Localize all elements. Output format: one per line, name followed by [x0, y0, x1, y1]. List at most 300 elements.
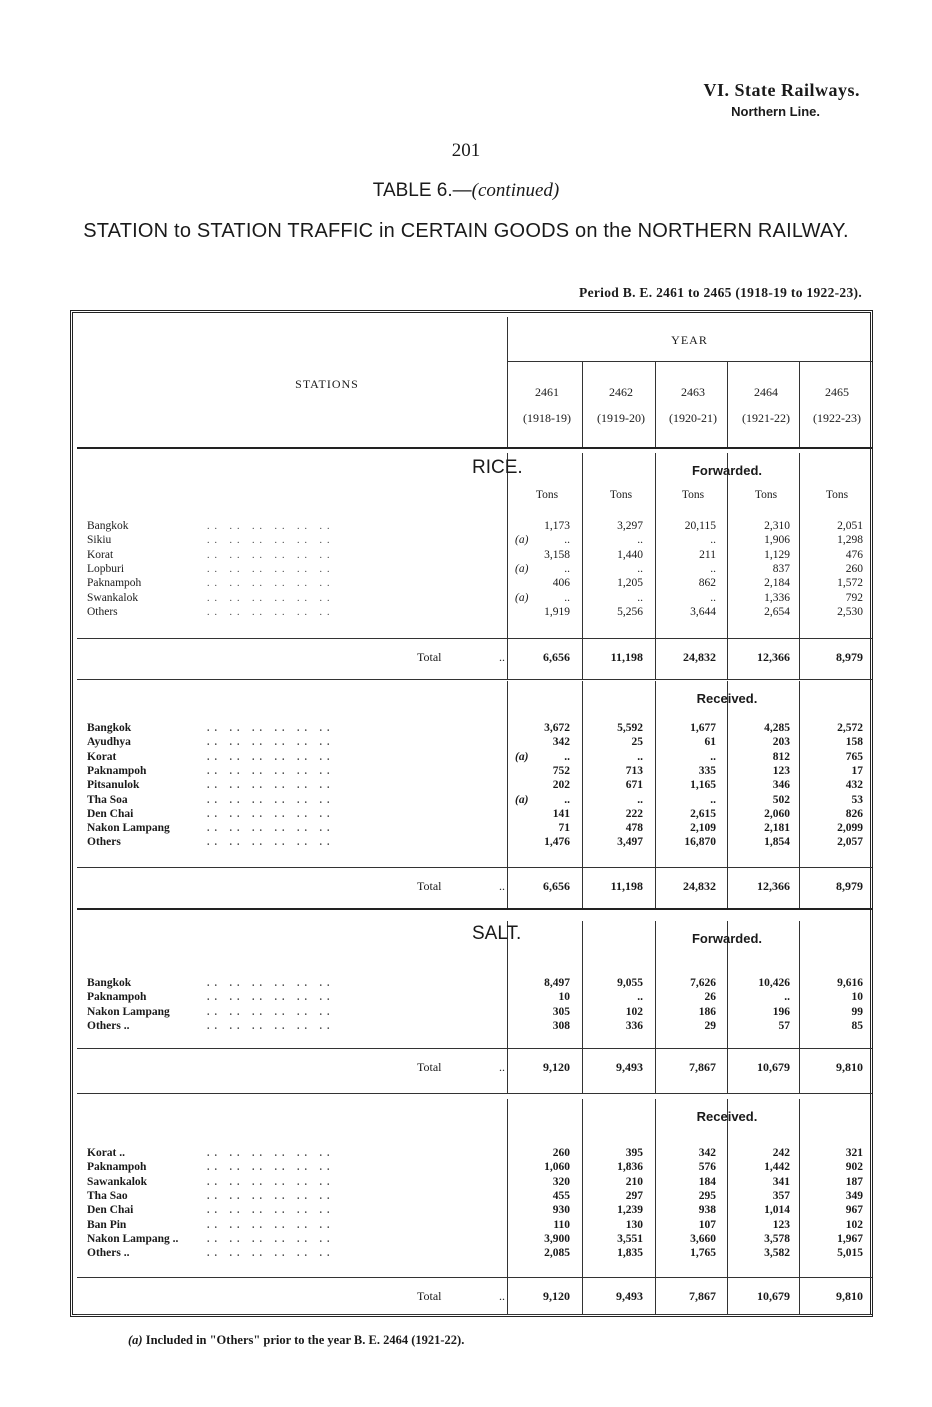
table-row	[77, 563, 868, 576]
table-subtitle: STATION to STATION TRAFFIC in CERTAIN GOODS on the NORTHERN RAILWAY.	[83, 220, 849, 242]
value-cell: 107	[698, 1218, 716, 1231]
station-name: Paknampoh	[87, 764, 147, 777]
value-cell: 123	[772, 1218, 790, 1231]
footnote-mark: (a)	[515, 750, 529, 763]
leader-dots: .. .. .. .. .. ..	[207, 794, 335, 806]
value-cell: 20,115	[684, 520, 716, 532]
value-cell: 837	[772, 562, 790, 575]
station-name: Ayudhya	[87, 736, 131, 749]
value-cell: ..	[637, 793, 643, 806]
value-cell: 395	[625, 1147, 643, 1159]
value-cell: 123	[772, 764, 790, 777]
table-row	[77, 577, 868, 590]
page-number: 201	[451, 140, 481, 161]
value-cell: 1,854	[764, 836, 790, 849]
value-cell: 2,181	[764, 822, 790, 835]
value-cell: 826	[845, 807, 863, 820]
value-cell: 10	[558, 991, 570, 1004]
table-row	[77, 1176, 868, 1189]
commodity-title: RICE.	[472, 457, 523, 478]
leader-dots: ..	[499, 1060, 505, 1074]
value-cell: 1,906	[764, 534, 790, 547]
station-name: Korat	[87, 548, 114, 561]
value-cell: 455	[552, 1189, 570, 1202]
year-be-4: 2465	[825, 385, 849, 399]
value-cell: 902	[845, 1161, 863, 1174]
rule	[77, 1277, 872, 1278]
value-cell: 186	[698, 1005, 716, 1018]
table-row	[77, 822, 868, 835]
station-name: Nakon Lampang	[87, 1005, 170, 1018]
value-cell: 1,173	[544, 520, 570, 532]
station-name: Bangkok	[87, 722, 132, 734]
footnote-mark: (a)	[128, 1333, 143, 1347]
year-be-2: 2463	[681, 385, 705, 399]
total-value: 10,679	[757, 1060, 790, 1074]
leader-dots: .. .. .. .. .. ..	[207, 592, 335, 604]
leader-dots: .. .. .. .. .. ..	[207, 578, 335, 590]
rule	[77, 908, 872, 910]
value-cell: 1,440	[617, 548, 643, 561]
footnote-mark: (a)	[515, 562, 529, 575]
table-row	[77, 1147, 868, 1160]
value-cell: 862	[698, 577, 716, 590]
station-name: Lopburi	[87, 562, 125, 575]
value-cell: 102	[845, 1218, 863, 1231]
value-cell: 305	[552, 1005, 570, 1018]
table-row	[77, 722, 868, 735]
table-row	[77, 1006, 868, 1019]
value-cell: 2,051	[837, 520, 863, 532]
leader-dots: .. .. .. .. .. ..	[207, 1248, 335, 1260]
value-cell: 3,900	[544, 1232, 570, 1245]
value-cell: 242	[772, 1147, 790, 1159]
value-cell: 9,055	[617, 977, 643, 989]
value-cell: 5,015	[837, 1247, 863, 1260]
total-value: 9,120	[543, 1060, 570, 1074]
station-name: Nakon Lampang ..	[87, 1232, 179, 1245]
value-cell: 341	[772, 1175, 790, 1188]
value-cell: 967	[845, 1204, 863, 1217]
value-cell: 57	[778, 1019, 790, 1032]
unit-label: Tons	[754, 489, 778, 501]
value-cell: 812	[772, 750, 790, 763]
value-cell: 3,497	[617, 836, 643, 849]
table-row	[77, 592, 868, 605]
total-value: 9,493	[616, 1060, 643, 1074]
value-cell: 1,835	[617, 1247, 643, 1260]
year-be-3: 2464	[754, 385, 778, 399]
value-cell: ..	[637, 750, 643, 763]
year-ce-1: (1919-20)	[597, 411, 645, 425]
year-ce-0: (1918-19)	[523, 411, 571, 425]
line-name: Northern Line.	[731, 104, 820, 119]
table-row	[77, 1190, 868, 1203]
value-cell: 1,442	[764, 1161, 790, 1174]
value-cell: 346	[772, 779, 790, 792]
value-cell: 1,677	[690, 722, 716, 734]
value-cell: ..	[637, 991, 643, 1004]
value-cell: 2,109	[690, 822, 716, 835]
value-cell: ..	[564, 750, 570, 763]
leader-dots: .. .. .. .. .. ..	[207, 737, 335, 749]
table-row	[77, 794, 868, 807]
value-cell: 1,836	[617, 1161, 643, 1174]
station-name: Bangkok	[87, 520, 129, 532]
value-cell: 3,660	[690, 1232, 716, 1245]
value-cell: 752	[552, 764, 570, 777]
year-be-1: 2462	[609, 385, 633, 399]
footnote-mark: (a)	[515, 591, 529, 604]
leader-dots: ..	[499, 650, 505, 664]
leader-dots: .. .. .. .. .. ..	[207, 837, 335, 849]
total-label: Total	[417, 650, 442, 664]
value-cell: 53	[851, 793, 863, 806]
value-cell: 10,426	[758, 977, 790, 989]
value-cell: 1,572	[837, 577, 863, 590]
total-value: 7,867	[689, 1060, 716, 1074]
rule	[77, 638, 872, 639]
unit-label: Tons	[681, 489, 705, 501]
value-cell: ..	[710, 591, 716, 604]
value-cell: 335	[698, 764, 716, 777]
station-name: Den Chai	[87, 1204, 134, 1217]
station-name: Tha Soa	[87, 793, 128, 806]
leader-dots: .. .. .. .. .. ..	[207, 1205, 335, 1217]
table-row	[77, 1161, 868, 1174]
value-cell: 3,644	[690, 605, 716, 618]
rule	[77, 1314, 872, 1315]
table-row	[77, 1233, 868, 1246]
leader-dots: .. .. .. .. .. ..	[207, 808, 335, 820]
value-cell: 3,582	[764, 1247, 790, 1260]
value-cell: 260	[552, 1147, 570, 1159]
value-cell: 85	[851, 1019, 863, 1032]
value-cell: 3,672	[544, 722, 570, 734]
value-cell: ..	[784, 991, 790, 1004]
table-continued: (continued)	[471, 180, 560, 201]
table-row	[77, 549, 868, 562]
value-cell: 930	[552, 1204, 570, 1217]
station-name: Sawankalok	[87, 1175, 148, 1188]
value-cell: 2,057	[837, 836, 863, 849]
value-cell: 357	[772, 1189, 790, 1202]
value-cell: ..	[564, 793, 570, 806]
value-cell: 3,551	[617, 1232, 643, 1245]
table-row	[77, 779, 868, 792]
leader-dots: .. .. .. .. .. ..	[207, 606, 335, 618]
traffic-table	[70, 310, 873, 1317]
station-name: Paknampoh	[87, 1161, 147, 1174]
leader-dots: .. .. .. .. .. ..	[207, 1162, 335, 1174]
value-cell: 210	[625, 1175, 643, 1188]
table-row	[77, 1219, 868, 1232]
station-name: Others	[87, 836, 121, 849]
value-cell: 8,497	[544, 977, 570, 989]
leader-dots: .. .. .. .. .. ..	[207, 751, 335, 763]
column-rule	[799, 361, 800, 447]
table-row	[77, 736, 868, 749]
leader-dots: .. .. .. .. .. ..	[207, 765, 335, 777]
value-cell: 110	[553, 1218, 570, 1231]
leader-dots: .. .. .. .. .. ..	[207, 978, 335, 989]
value-cell: 2,184	[764, 577, 790, 590]
value-cell: 203	[772, 736, 790, 749]
total-value: 9,810	[836, 1060, 863, 1074]
value-cell: ..	[637, 591, 643, 604]
value-cell: 576	[698, 1161, 716, 1174]
station-name: Others ..	[87, 1247, 130, 1260]
value-cell: 5,592	[617, 722, 643, 734]
value-cell: 320	[552, 1175, 570, 1188]
total-value: 7,867	[689, 1289, 716, 1303]
value-cell: 184	[698, 1175, 716, 1188]
station-name: Swankalok	[87, 591, 139, 604]
value-cell: 61	[704, 736, 716, 749]
total-value: 9,810	[836, 1289, 863, 1303]
column-rule	[582, 361, 583, 447]
unit-label: Tons	[609, 489, 633, 501]
total-value: 24,832	[683, 879, 716, 893]
total-value: 11,198	[610, 879, 643, 893]
value-cell: 713	[625, 764, 643, 777]
total-value: 12,366	[757, 650, 790, 664]
total-value: 11,198	[610, 650, 643, 664]
value-cell: 196	[772, 1005, 790, 1018]
leader-dots: .. .. .. .. .. ..	[207, 780, 335, 792]
station-name: Paknampoh	[87, 991, 147, 1004]
value-cell: ..	[710, 793, 716, 806]
value-cell: 130	[625, 1218, 643, 1231]
value-cell: 1,967	[837, 1232, 863, 1245]
year-header: YEAR	[671, 333, 708, 347]
value-cell: 5,256	[617, 605, 643, 618]
value-cell: 342	[552, 736, 570, 749]
value-cell: 1,476	[544, 836, 570, 849]
table-row	[77, 606, 868, 619]
value-cell: 26	[704, 991, 716, 1004]
table-row	[77, 520, 868, 533]
leader-dots: .. .. .. .. .. ..	[207, 1233, 335, 1245]
leader-dots: .. .. .. .. .. ..	[207, 1176, 335, 1188]
station-name: Paknampoh	[87, 577, 142, 590]
value-cell: ..	[637, 562, 643, 575]
value-cell: 1,298	[837, 534, 863, 547]
value-cell: 1,336	[764, 591, 790, 604]
value-cell: 10	[851, 991, 863, 1004]
flow-heading: Forwarded.	[691, 931, 763, 946]
table-row	[77, 836, 868, 849]
value-cell: 2,099	[837, 822, 863, 835]
value-cell: 2,530	[837, 605, 863, 618]
table-title	[0, 180, 932, 202]
value-cell: 25	[631, 736, 643, 749]
table-label: TABLE 6.—	[372, 180, 472, 201]
rule	[77, 1048, 872, 1049]
total-label: Total	[417, 1060, 442, 1074]
leader-dots: .. .. .. .. .. ..	[207, 563, 335, 575]
value-cell: ..	[710, 534, 716, 547]
value-cell: 187	[845, 1175, 863, 1188]
commodity-title: SALT.	[472, 923, 522, 944]
footnote-mark: (a)	[515, 534, 529, 547]
value-cell: 432	[845, 779, 863, 792]
table-row	[77, 751, 868, 764]
total-row	[77, 1289, 868, 1305]
leader-dots: ..	[499, 879, 505, 893]
value-cell: 17	[851, 764, 863, 777]
total-label: Total	[417, 879, 442, 893]
value-cell: 16,870	[684, 836, 716, 849]
value-cell: 211	[699, 548, 716, 561]
leader-dots: .. .. .. .. .. ..	[207, 1020, 335, 1032]
table-row	[77, 765, 868, 778]
rule	[77, 1093, 872, 1094]
value-cell: 349	[845, 1189, 863, 1202]
total-value: 9,120	[543, 1289, 570, 1303]
value-cell: 2,085	[544, 1247, 570, 1260]
station-name: Sikiu	[87, 534, 112, 547]
value-cell: 2,572	[837, 722, 863, 734]
total-value: 24,832	[683, 650, 716, 664]
table-row	[77, 1204, 868, 1217]
total-row	[77, 1060, 868, 1076]
footnote-text: Included in "Others" prior to the year B. E. 2464 (1921-22).	[145, 1333, 465, 1347]
value-cell: ..	[710, 750, 716, 763]
value-cell: 502	[772, 793, 790, 806]
year-ce-2: (1920-21)	[669, 411, 717, 425]
total-label: Total	[417, 1289, 442, 1303]
value-cell: 202	[552, 779, 570, 792]
station-name: Tha Sao	[87, 1189, 128, 1202]
flow-heading: Forwarded.	[691, 463, 763, 478]
leader-dots: .. .. .. .. .. ..	[207, 549, 335, 561]
table-row	[77, 808, 868, 821]
station-name: Others	[87, 605, 118, 618]
value-cell: 478	[625, 822, 643, 835]
value-cell: 321	[845, 1147, 863, 1159]
value-cell: 792	[845, 591, 863, 604]
stations-header: STATIONS	[295, 377, 359, 391]
value-cell: 222	[625, 807, 643, 820]
value-cell: 71	[558, 822, 570, 835]
station-name: Others ..	[87, 1019, 130, 1032]
table-row	[77, 977, 868, 990]
year-ce-4: (1922-23)	[813, 411, 861, 425]
column-rule	[727, 361, 728, 447]
value-cell: 158	[845, 736, 863, 749]
value-cell: ..	[564, 534, 570, 547]
rule	[77, 447, 872, 449]
table-body	[77, 317, 868, 1312]
total-value: 6,656	[543, 879, 570, 893]
year-be-0: 2461	[535, 385, 559, 399]
value-cell: 29	[704, 1019, 716, 1032]
value-cell: 1,014	[764, 1204, 790, 1217]
value-cell: 336	[625, 1019, 643, 1032]
total-value: 6,656	[543, 650, 570, 664]
value-cell: ..	[564, 562, 570, 575]
value-cell: 9,616	[837, 977, 863, 989]
value-cell: 3,578	[764, 1232, 790, 1245]
leader-dots: .. .. .. .. .. ..	[207, 1148, 335, 1159]
value-cell: 1,765	[690, 1247, 716, 1260]
value-cell: 765	[845, 750, 863, 763]
station-name: Korat	[87, 750, 117, 763]
value-cell: 1,919	[544, 605, 570, 618]
value-cell: 1,060	[544, 1161, 570, 1174]
station-name: Bangkok	[87, 977, 132, 989]
total-row	[77, 879, 868, 895]
footnote-mark: (a)	[515, 793, 529, 806]
value-cell: 342	[698, 1147, 716, 1159]
value-cell: 671	[625, 779, 643, 792]
leader-dots: .. .. .. .. .. ..	[207, 1219, 335, 1231]
value-cell: ..	[637, 534, 643, 547]
station-name: Korat ..	[87, 1147, 126, 1159]
station-name: Nakon Lampang	[87, 822, 170, 835]
flow-heading: Received.	[696, 1109, 758, 1124]
table-row	[77, 534, 868, 547]
total-value: 10,679	[757, 1289, 790, 1303]
rule	[507, 361, 872, 362]
leader-dots: .. .. .. .. .. ..	[207, 723, 335, 734]
value-cell: 2,060	[764, 807, 790, 820]
value-cell: 297	[625, 1189, 643, 1202]
value-cell: 1,239	[617, 1204, 643, 1217]
total-value: 12,366	[757, 879, 790, 893]
station-name: Ban Pin	[87, 1218, 127, 1231]
total-value: 9,493	[616, 1289, 643, 1303]
leader-dots: .. .. .. .. .. ..	[207, 1190, 335, 1202]
table-row	[77, 1247, 868, 1260]
value-cell: 3,297	[617, 520, 643, 532]
column-rule	[655, 361, 656, 447]
flow-heading: Received.	[696, 691, 758, 706]
value-cell: 4,285	[764, 722, 790, 734]
leader-dots: .. .. .. .. .. ..	[207, 521, 335, 532]
unit-label: Tons	[535, 489, 559, 501]
period-label: Period B. E. 2461 to 2465 (1918-19 to 1922-23).	[579, 285, 862, 300]
value-cell: 1,165	[690, 779, 716, 792]
value-cell: 1,129	[764, 548, 790, 561]
rule	[77, 679, 872, 680]
value-cell: 2,615	[690, 807, 716, 820]
value-cell: 295	[698, 1189, 716, 1202]
value-cell: ..	[564, 591, 570, 604]
leader-dots: .. .. .. .. .. ..	[207, 1006, 335, 1018]
leader-dots: ..	[499, 1289, 505, 1303]
rule	[77, 867, 872, 868]
value-cell: 406	[552, 577, 570, 590]
station-name: Pitsanulok	[87, 779, 140, 792]
total-value: 8,979	[836, 879, 863, 893]
value-cell: 141	[552, 807, 570, 820]
value-cell: 476	[845, 548, 863, 561]
footnote	[128, 1333, 464, 1348]
value-cell: 7,626	[690, 977, 716, 989]
value-cell: 308	[552, 1019, 570, 1032]
value-cell: 1,205	[617, 577, 643, 590]
value-cell: ..	[710, 562, 716, 575]
value-cell: 99	[851, 1005, 863, 1018]
leader-dots: .. .. .. .. .. ..	[207, 992, 335, 1004]
value-cell: 2,310	[764, 520, 790, 532]
leader-dots: .. .. .. .. .. ..	[207, 535, 335, 547]
unit-label: Tons	[825, 489, 849, 501]
total-row	[77, 650, 868, 666]
year-ce-3: (1921-22)	[742, 411, 790, 425]
